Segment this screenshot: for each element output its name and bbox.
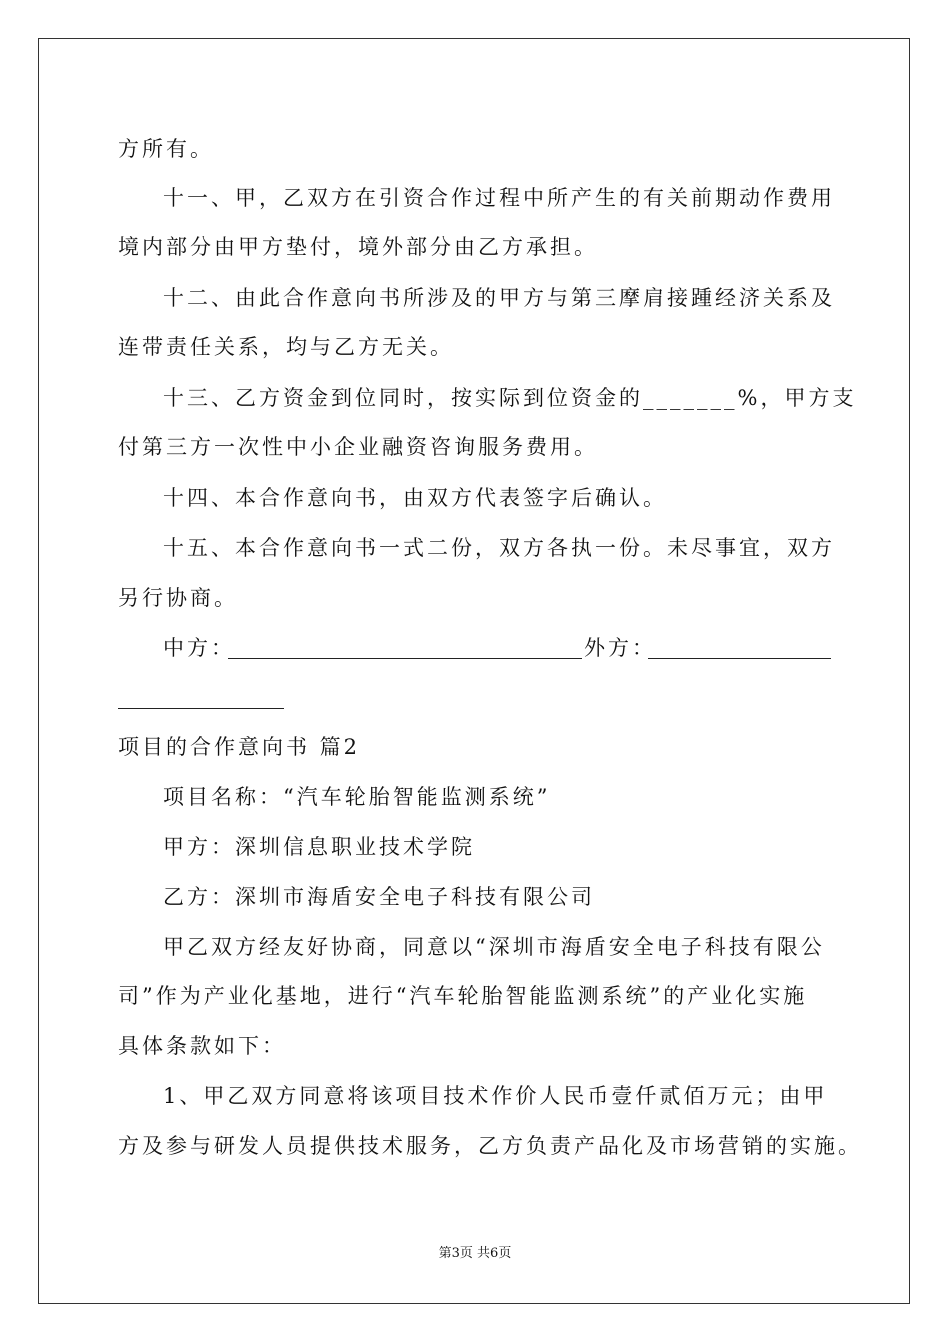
paragraph-line: 具体条款如下： [118, 1034, 286, 1058]
paragraph-line: 方所有。 [118, 137, 214, 161]
paragraph-line: 十三、乙方资金到位同时，按实际到位资金的_______%，甲方支 [163, 386, 857, 410]
party-b-signature-line-continued [118, 708, 284, 709]
page-border [38, 38, 910, 1304]
paragraph-line: 1、甲乙双方同意将该项目技术作价人民币壹仟贰佰万元；由甲 [163, 1084, 828, 1108]
paragraph-line: 方及参与研发人员提供技术服务，乙方负责产品化及市场营销的实施。 [118, 1134, 862, 1158]
paragraph-line: 另行协商。 [118, 586, 238, 610]
party-b-label: 外方： [584, 636, 656, 660]
project-name-line: 项目名称：“汽车轮胎智能监测系统” [163, 785, 551, 809]
party-a-signature-line [228, 658, 582, 659]
section-title: 项目的合作意向书 篇2 [118, 735, 361, 759]
paragraph-line: 十五、本合作意向书一式二份，双方各执一份。未尽事宜，双方 [163, 536, 835, 560]
paragraph-line: 十二、由此合作意向书所涉及的甲方与第三摩肩接踵经济关系及 [163, 286, 835, 310]
page-footer: 第3页 共6页 [438, 1246, 512, 1261]
paragraph-line: 十四、本合作意向书，由双方代表签字后确认。 [163, 486, 667, 510]
paragraph-line: 境内部分由甲方垫付，境外部分由乙方承担。 [118, 235, 598, 259]
party-a-label: 中方： [163, 636, 235, 660]
party-a-line: 甲方：深圳信息职业技术学院 [163, 835, 475, 859]
paragraph-line: 甲乙双方经友好协商，同意以“深圳市海盾安全电子科技有限公 [163, 935, 825, 959]
party-b-signature-line [648, 658, 831, 659]
paragraph-line: 连带责任关系，均与乙方无关。 [118, 335, 454, 359]
paragraph-line: 付第三方一次性中小企业融资咨询服务费用。 [118, 435, 598, 459]
party-b-line: 乙方：深圳市海盾安全电子科技有限公司 [163, 885, 595, 909]
paragraph-line: 十一、甲，乙双方在引资合作过程中所产生的有关前期动作费用 [163, 186, 835, 210]
paragraph-line: 司”作为产业化基地，进行“汽车轮胎智能监测系统”的产业化实施 [118, 984, 808, 1008]
